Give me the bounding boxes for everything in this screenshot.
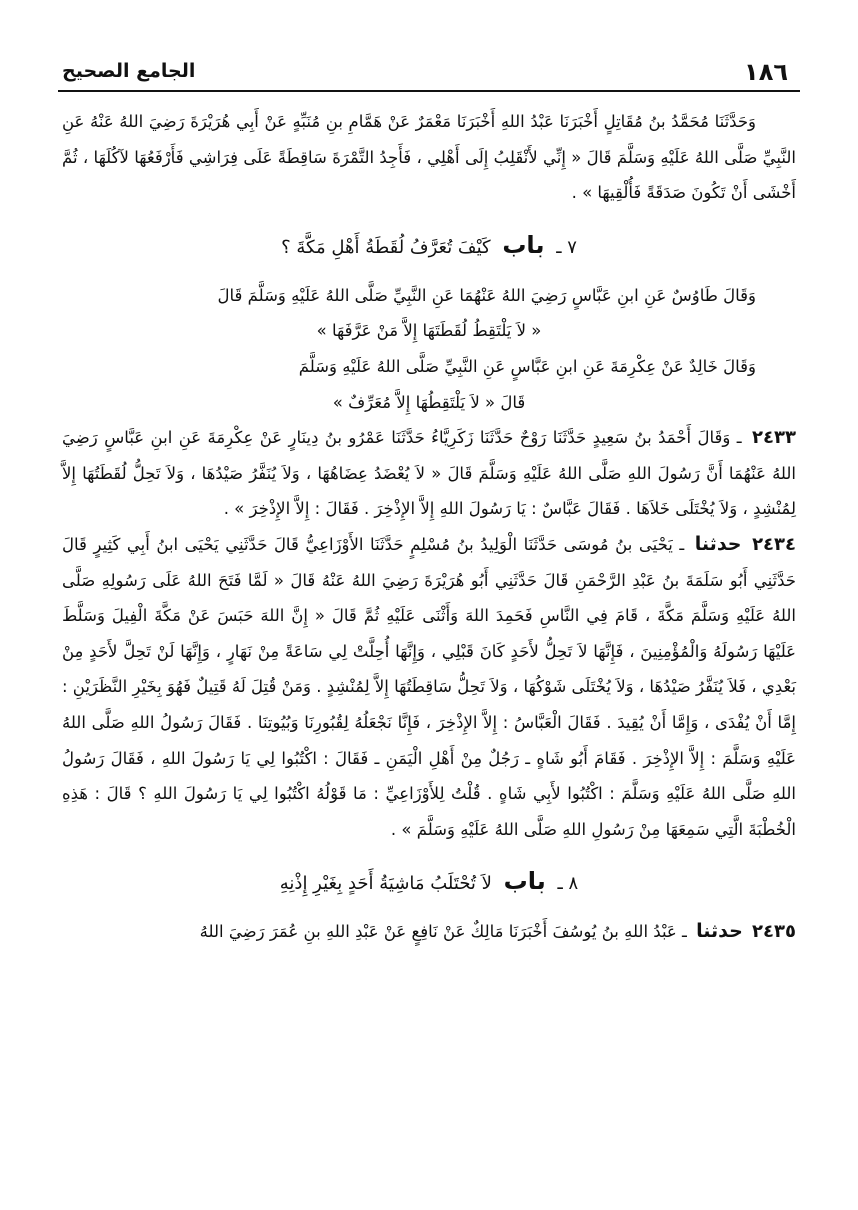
- chapter-7-bab: باب: [502, 230, 545, 259]
- hadith-2434-number: ٢٤٣٤: [752, 533, 797, 555]
- hadith-2434: [62, 527, 796, 847]
- hadith-2434-text: ـ يَحْيَى بنُ مُوسَى حَدَّثَنَا الْوَلِيدُ بنُ مُسْلِمٍ حَدَّثَنَا الأَوْزَاعِيُّ قَالَ حَدَّثَنِي يَحْيَى ابنُ أَبِي كَثِيرٍ قَالَ حَدَّثَنِي أَبُو سَلَمَةَ بنُ عَبْدِ الرَّحْمَنِ قَالَ حَدَّثَنِي أَبُو هُرَيْرَةَ رَضِيَ اللهُ عَنْهُ قَالَ « لَمَّا فَتَحَ اللهُ عَلَى رَسُولِهِ صَلَّى اللهُ عَلَيْهِ وَسَلَّمَ مَكَّةَ ، قَامَ فِي النَّاسِ فَحَمِدَ اللهَ وَأَثْنَى عَلَيْهِ ثُمَّ قَالَ « إِنَّ اللهَ حَبَسَ عَنْ مَكَّةَ الْفِيلَ وَسَلَّطَ عَلَيْهَا رَسُولَهُ وَالْمُؤْمِنِينَ ، فَإِنَّهَا لاَ تَحِلُّ لأَحَدٍ كَانَ قَبْلِي ، وَإِنَّهَا أُحِلَّتْ لِي سَاعَةً مِنْ نَهَارٍ ، وَإِنَّهَا لَنْ تَحِلَّ لأَحَدٍ مِنْ بَعْدِي ، فَلاَ يُنَفَّرُ صَيْدُهَا ، وَلاَ يُخْتَلَى شَوْكُهَا ، وَلاَ تَحِلُّ سَاقِطَتُهَا إِلاَّ لِمُنْشِدٍ . وَمَنْ قُتِلَ لَهُ قَتِيلٌ فَهُوَ بِخَيْرِ النَّظَرَيْنِ : إِمَّا أَنْ يُفْدَى ، وَإِمَّا أَنْ يُقِيدَ . فَقَالَ الْعَبَّاسُ : إِلاَّ الإِذْخِرَ ، فَإِنَّا نَجْعَلُهُ لِقُبُورِنَا وَبُيُوتِنَا . فَقَالَ رَسُولُ اللهِ صَلَّى اللهُ عَلَيْهِ وَسَلَّمَ : إِلاَّ الإِذْخِرَ . فَقَامَ أَبُو شَاهٍ ـ رَجُلٌ مِنْ أَهْلِ الْيَمَنِ ـ فَقَالَ : اكْتُبُوا لِي يَا رَسُولَ اللهِ ، فَقَالَ رَسُولُ اللهِ صَلَّى اللهُ عَلَيْهِ وَسَلَّمَ : اكْتُبُوا لأَبِي شَاهٍ . قُلْتُ لِلأَوْزَاعِيِّ : مَا قَوْلُهُ اكْتُبُوا لِي يَا رَسُولَ اللهِ ؟ قَالَ : هَذِهِ الْخُطْبَةَ الَّتِي سَمِعَهَا مِنْ رَسُولِ اللهِ صَلَّى اللهُ عَلَيْهِ وَسَلَّمَ » .: [62, 534, 796, 839]
- page-header: [58, 52, 800, 92]
- hadith-2434-haddathana: حدثنا: [694, 532, 742, 555]
- paragraph-hadith-continuation: وَحَدَّثَنَا مُحَمَّدُ بنُ مُقَاتِلٍ أَخْبَرَنَا عَبْدُ اللهِ أَخْبَرَنَا مَعْمَرٌ عَنْ هَمَّامِ بنِ مُنَبِّهٍ عَنْ أَبِي هُرَيْرَةَ رَضِيَ اللهُ عَنْهُ عَنِ النَّبِيِّ صَلَّى اللهُ عَلَيْهِ وَسَلَّمَ قَالَ « إِنِّي لأَنْقَلِبُ إِلَى أَهْلِي ، فَأَجِدُ التَّمْرَةَ سَاقِطَةً عَلَى فِرَاشِي فَأَرْفَعُهَا لآكُلَهَا ، ثُمَّ أَخْشَى أَنْ تَكُونَ صَدَقَةً فَأُلْقِيهَا » .: [62, 112, 796, 203]
- tawus-quote: « لاَ يَلْتَقِطُ لُقَطَتَهَا إِلاَّ مَنْ عَرَّفَهَا »: [316, 321, 542, 341]
- hadith-2435: [62, 914, 796, 950]
- page-number: ١٨٦: [744, 58, 788, 86]
- chapter-7-title: كَيْفَ تُعَرَّفُ لُقَطَةُ أَهْلِ مَكَّةَ ؟: [281, 236, 491, 258]
- chapter-8-number: ٨ ـ: [557, 873, 579, 895]
- chapter-7-heading: [62, 223, 796, 270]
- khalid-narration: وَقَالَ خَالِدٌ عَنْ عِكْرِمَةَ عَنِ ابنِ عَبَّاسٍ عَنِ النَّبِيِّ صَلَّى اللهُ عَلَيْهِ وَسَلَّمَ: [298, 356, 756, 376]
- hadith-2433-text: ـ وَقَالَ أَحْمَدُ بنُ سَعِيدٍ حَدَّثَنَا رَوْحٌ حَدَّثَنَا زَكَرِيَّاءُ حَدَّثَنَا عَمْرُو بنُ دِينَارٍ عَنْ عِكْرِمَةَ عَنِ ابنِ عَبَّاسٍ رَضِيَ اللهُ عَنْهُمَا أَنَّ رَسُولَ اللهِ صَلَّى اللهُ عَلَيْهِ وَسَلَّمَ قَالَ « لاَ يُعْضَدُ عِضَاهُهَا ، وَلاَ يُنَفَّرُ صَيْدُهَا ، وَلاَ تَحِلُّ لُقَطَتُهَا إِلاَّ لِمُنْشِدٍ ، وَلاَ يُخْتَلَى خَلاَهَا . فَقَالَ عَبَّاسٌ : يَا رَسُولَ اللهِ إِلاَّ الإِذْخِرَ . فَقَالَ : إِلاَّ الإِذْخِرَ » .: [62, 428, 796, 519]
- hadith-2433: [62, 420, 796, 527]
- hadith-2435-number: ٢٤٣٥: [752, 921, 796, 943]
- header-rule: [58, 90, 800, 92]
- khalid-quote: قَالَ « لاَ يَلْتَقِطُهَا إِلاَّ مُعَرِّفٌ »: [332, 392, 526, 412]
- chapter-8-bab: باب: [503, 867, 546, 896]
- hadith-2435-text: ـ عَبْدُ اللهِ بنُ يُوسُفَ أَخْبَرَنَا مَالِكٌ عَنْ نَافِعٍ عَنْ عَبْدِ اللهِ بنِ عُمَرَ رَضِيَ اللهُ: [199, 922, 687, 942]
- hadith-2435-haddathana: حدثنا: [696, 920, 743, 943]
- page-body: [62, 104, 796, 950]
- chapter-7-number: ٧ ـ: [556, 236, 577, 258]
- hadith-2433-number: ٢٤٣٣: [752, 427, 796, 449]
- tawus-narration: وَقَالَ طَاوُسٌ عَنِ ابنِ عَبَّاسٍ رَضِيَ اللهُ عَنْهُمَا عَنِ النَّبِيِّ صَلَّى اللهُ عَلَيْهِ وَسَلَّمَ قَالَ: [217, 285, 756, 305]
- book-title: الجامع الصحيح: [62, 60, 196, 82]
- chapter-8-title: لاَ تُحْتَلَبُ مَاشِيَةُ أَحَدٍ بِغَيْرِ إِذْنِهِ: [279, 873, 492, 895]
- chapter-8-heading: [62, 859, 796, 906]
